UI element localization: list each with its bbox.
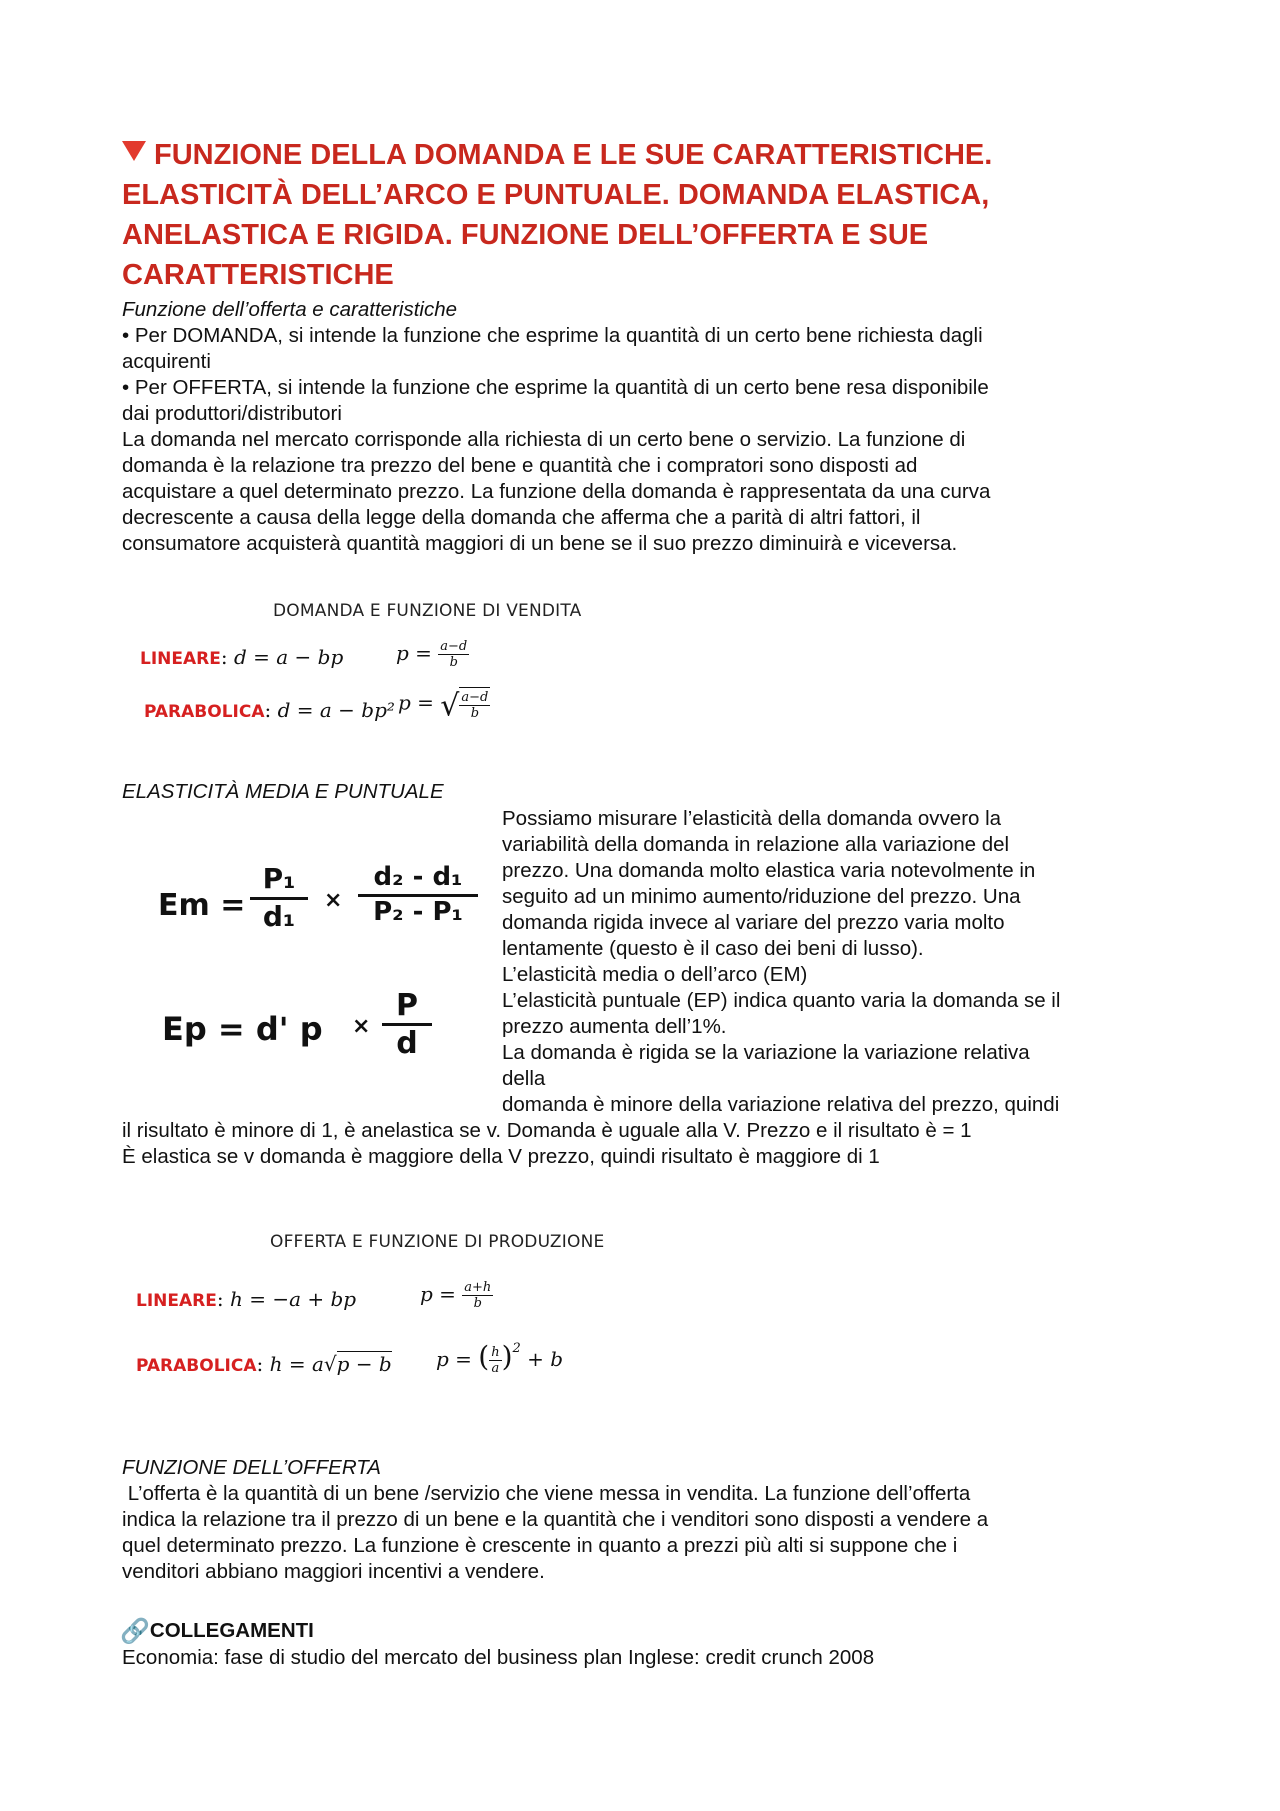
em-denominator-2: P₂ - P₁	[373, 897, 463, 927]
triangle-down-icon	[122, 141, 146, 161]
elasticity-text-line: lentamente (questo è il caso dei beni di lusso).	[502, 937, 924, 960]
times-symbol: ×	[324, 888, 343, 913]
demand-formula-box	[140, 595, 640, 745]
bullet-offerta-cont: dai produttori/distributori	[122, 402, 342, 425]
elasticity-text-line: della	[502, 1067, 546, 1090]
elasticity-text-line: È elastica se v domanda è maggiore della V prezzo, quindi risultato è maggiore di 1	[122, 1145, 880, 1168]
numerator: h	[491, 1345, 500, 1360]
supply-linear-row: LINEARE: h = −a + bp	[136, 1287, 357, 1311]
intro-section	[122, 297, 1182, 557]
page-title	[122, 135, 1162, 295]
elasticity-text-line: L’elasticità media o dell’arco (EM)	[502, 963, 808, 986]
links-heading: COLLEGAMENTI	[149, 1619, 314, 1642]
title-line-1: FUNZIONE DELLA DOMANDA E LE SUE CARATTERISTICHE.	[154, 139, 993, 171]
ep-symbol: Ep = d' p	[162, 1010, 323, 1048]
intro-paragraph-line: La domanda nel mercato corrisponde alla richiesta di un certo bene o servizio. La funzione di	[122, 428, 966, 451]
supply-formula-box	[136, 1232, 656, 1402]
offerta-text-line: quel determinato prezzo. La funzione è crescente in quanto a prezzi più alti si suppone che i	[122, 1534, 958, 1557]
numerator: a−d	[440, 639, 468, 654]
offerta-heading: FUNZIONE DELL’OFFERTA	[122, 1456, 381, 1479]
demand-parabolic-price	[398, 687, 490, 724]
demand-parabolic-equation: d = a − bp²	[277, 698, 395, 722]
links-text: Economia: fase di studio del mercato del business plan Inglese: credit crunch 2008	[122, 1646, 875, 1669]
em-fraction-2	[358, 862, 478, 927]
ep-formula	[162, 990, 462, 1070]
em-denominator-1: d₁	[262, 900, 296, 933]
offerta-text-line: indica la relazione tra il prezzo di un bene e la quantità che i venditori sono disposti a vendere a	[122, 1508, 989, 1531]
intro-paragraph-line: domanda è la relazione tra prezzo del bene e quantità che i compratori sono disposti ad	[122, 454, 918, 477]
demand-linear-equation: d = a − bp	[233, 645, 344, 669]
elasticity-text-line: Possiamo misurare l’elasticità della domanda ovvero la	[502, 807, 1002, 830]
offerta-text-line: L’offerta è la quantità di un bene /servizio che viene messa in vendita. La funzione dell’offerta	[122, 1482, 971, 1505]
supply-parabolic-row: PARABOLICA: h = a√p − b	[136, 1352, 392, 1376]
links-section	[120, 1618, 1200, 1671]
supply-linear-price	[420, 1280, 493, 1311]
fraction	[459, 687, 490, 721]
intro-subtitle: Funzione dell’offerta e caratteristiche	[122, 298, 458, 321]
fraction	[438, 639, 469, 670]
elasticity-text-line: La domanda è rigida se la variazione la variazione relativa	[502, 1041, 1030, 1064]
elasticity-text-line: domanda è minore della variazione relativa del prezzo, quindi	[502, 1093, 1060, 1116]
ep-denominator: d	[396, 1026, 418, 1061]
elasticity-text-line: domanda rigida invece al variare del prezzo varia molto	[502, 911, 1005, 934]
em-numerator-1: P₁	[250, 862, 308, 900]
denominator: b	[449, 655, 458, 670]
demand-linear-row: LINEARE: d = a − bp	[140, 645, 344, 669]
supply-box-heading: OFFERTA E FUNZIONE DI PRODUZIONE	[270, 1232, 605, 1252]
supply-linear-equation: h = −a + bp	[229, 1287, 357, 1311]
price-symbol: p =	[420, 1282, 456, 1306]
denominator: a	[491, 1361, 500, 1376]
elasticity-heading: ELASTICITÀ MEDIA E PUNTUALE	[122, 780, 444, 803]
elasticity-text-line: variabilità della domanda in relazione alla variazione del	[502, 833, 1010, 856]
demand-box-heading: DOMANDA E FUNZIONE DI VENDITA	[273, 601, 582, 621]
linear-label: LINEARE	[140, 649, 221, 669]
elasticity-text-line: L’elasticità puntuale (EP) indica quanto varia la domanda se il	[502, 989, 1061, 1012]
demand-parabolic-row: PARABOLICA: d = a − bp²	[144, 698, 395, 722]
denominator: b	[470, 706, 480, 721]
parabolic-label: PARABOLICA	[136, 1356, 257, 1376]
ep-numerator: P	[382, 988, 432, 1026]
price-symbol: p =	[396, 641, 432, 665]
bullet-domanda-cont: acquirenti	[122, 350, 211, 373]
bullet-offerta: • Per OFFERTA, si intende la funzione che esprime la quantità di un certo bene resa disponibile	[122, 376, 989, 399]
elasticity-text-line: prezzo. Una domanda molto elastica varia notevolmente in	[502, 859, 1036, 882]
title-line-4: CARATTERISTICHE	[122, 259, 394, 291]
bullet-domanda: • Per DOMANDA, si intende la funzione che esprime la quantità di un certo bene richiesta dagli	[122, 324, 983, 347]
elasticity-text-line: il risultato è minore di 1, è anelastica se v. Domanda è uguale alla V. Prezzo e il risultato è = 1	[122, 1119, 972, 1142]
elasticity-text	[502, 806, 1182, 1118]
title-line-3: ANELASTICA E RIGIDA. FUNZIONE DELL’OFFERTA E SUE	[122, 219, 929, 251]
fraction	[489, 1345, 501, 1376]
elasticity-footer	[122, 1118, 1202, 1170]
fraction	[462, 1280, 493, 1311]
demand-linear-price	[396, 639, 469, 670]
ep-fraction	[382, 988, 432, 1061]
times-symbol: ×	[352, 1014, 371, 1039]
em-numerator-2: d₂ - d₁	[358, 862, 478, 897]
price-symbol: p =	[398, 690, 434, 715]
em-symbol: Em =	[158, 888, 246, 923]
supply-parabolic-equation: h = a	[269, 1352, 324, 1376]
em-formula	[158, 862, 488, 947]
intro-paragraph-line: decrescente a causa della legge della domanda che afferma che a parità di altri fattori, il	[122, 506, 921, 529]
radicand: p − b	[336, 1352, 392, 1376]
elasticity-text-line: prezzo aumenta dell’1%.	[502, 1015, 727, 1038]
link-icon: 🔗	[120, 1618, 150, 1645]
links-heading-row	[120, 1618, 1200, 1645]
intro-paragraph-line: consumatore acquisterà quantità maggiori di un bene se il suo prezzo diminuirà e viceversa.	[122, 532, 958, 555]
title-line-2: ELASTICITÀ DELL’ARCO E PUNTUALE. DOMANDA ELASTICA,	[122, 179, 990, 211]
numerator: a+h	[464, 1280, 492, 1295]
supply-parabolic-price: p = ( $\frac{h}{a}$ )$^2$ + b	[436, 1340, 564, 1376]
intro-paragraph-line: acquistare a quel determinato prezzo. La funzione della domanda è rappresentata da una curva	[122, 480, 991, 503]
exponent: 2	[512, 1341, 521, 1356]
offerta-section	[122, 1455, 1202, 1585]
elasticity-text-line: seguito ad un minimo aumento/riduzione del prezzo. Una	[502, 885, 1021, 908]
sqrt-icon: √	[440, 688, 460, 724]
numerator: a−d	[461, 690, 489, 705]
price-symbol: p =	[436, 1347, 472, 1371]
linear-label: LINEARE	[136, 1291, 217, 1311]
parabolic-label: PARABOLICA	[144, 702, 265, 722]
offerta-text-line: venditori abbiano maggiori incentivi a vendere.	[122, 1560, 545, 1583]
supply-parabolic-tail: + b	[527, 1347, 564, 1371]
denominator: b	[473, 1296, 482, 1311]
em-fraction-1	[250, 862, 308, 933]
sqrt-icon: √	[323, 1352, 337, 1376]
